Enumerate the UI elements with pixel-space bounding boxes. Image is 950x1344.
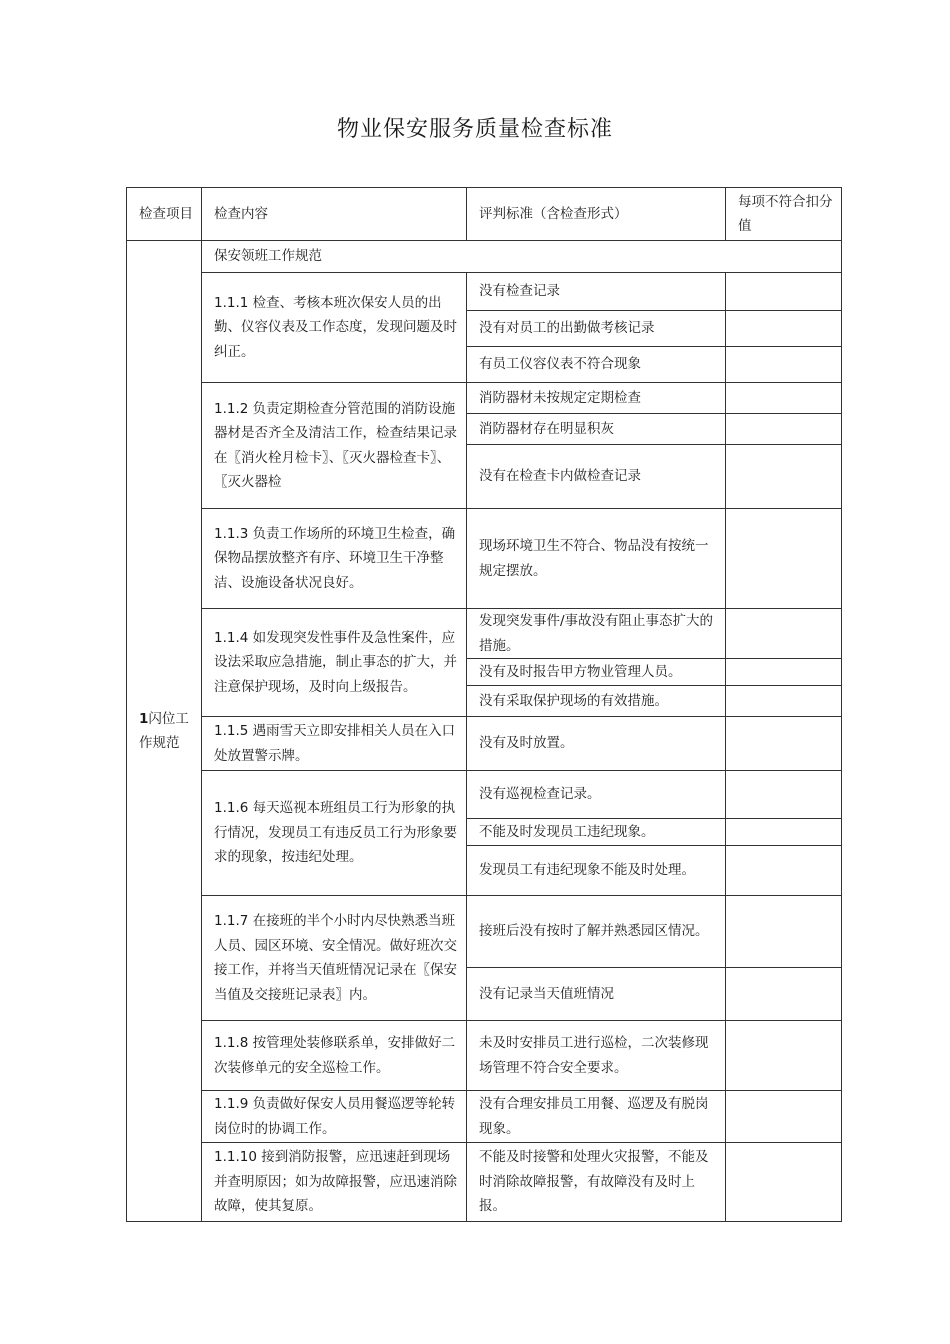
deduction-cell [726, 1143, 842, 1222]
deduction-cell [726, 1021, 842, 1091]
content-cell: 1.1.4 如发现突发性事件及急性案件，应设法采取应急措施，制止事态的扩大，并注意保护现场，及时向上级报告。 [202, 609, 467, 717]
deduction-cell [726, 896, 842, 968]
table-row [127, 273, 842, 311]
table-row [127, 609, 842, 659]
table-row [127, 896, 842, 968]
criteria-cell: 现场环境卫生不符合、物品没有按统一规定摆放。 [467, 509, 726, 609]
criteria-cell: 不能及时发现员工违纪现象。 [467, 819, 726, 846]
deduction-cell [726, 846, 842, 896]
table-row [127, 241, 842, 273]
deduction-cell [726, 819, 842, 846]
criteria-cell: 消防器材存在明显积灰 [467, 414, 726, 445]
category-label: 闪位工作规范 [139, 710, 189, 751]
deduction-cell [726, 659, 842, 686]
criteria-cell: 没有合理安排员工用餐、巡逻及有脱岗现象。 [467, 1091, 726, 1143]
criteria-cell: 没有记录当天值班情况 [467, 968, 726, 1021]
deduction-cell [726, 1091, 842, 1143]
criteria-cell: 接班后没有按时了解并熟悉园区情况。 [467, 896, 726, 968]
criteria-cell: 没有检查记录 [467, 273, 726, 311]
criteria-cell: 未及时安排员工进行巡检，二次装修现场管理不符合安全要求。 [467, 1021, 726, 1091]
criteria-cell: 没有对员工的出勤做考核记录 [467, 311, 726, 347]
content-cell: 1.1.2 负责定期检查分管范围的消防设施器材是否齐全及清洁工作，检查结果记录在〖消火栓月检卡〗、〖灭火器检查卡〗、〖灭火器检 [202, 383, 467, 509]
criteria-cell: 没有在检查卡内做检查记录 [467, 445, 726, 509]
deduction-cell [726, 347, 842, 383]
criteria-cell: 发现突发事件/事故没有阻止事态扩大的措施。 [467, 609, 726, 659]
deduction-cell [726, 686, 842, 717]
criteria-cell: 消防器材未按规定定期检查 [467, 383, 726, 414]
criteria-cell: 没有巡视检查记录。 [467, 771, 726, 819]
deduction-cell [726, 771, 842, 819]
deduction-cell [726, 445, 842, 509]
deduction-cell [726, 311, 842, 347]
table-header-row [127, 188, 842, 241]
criteria-cell: 发现员工有违纪现象不能及时处理。 [467, 846, 726, 896]
criteria-cell: 没有及时放置。 [467, 717, 726, 771]
content-cell: 1.1.7 在接班的半个小时内尽快熟悉当班人员、园区环境、安全情况。做好班次交接工作，并将当天值班情况记录在〖保安当值及交接班记录表〗内。 [202, 896, 467, 1021]
header-content: 检查内容 [202, 188, 467, 241]
table-row [127, 383, 842, 414]
category-cell [127, 241, 202, 1222]
criteria-cell: 没有及时报告甲方物业管理人员。 [467, 659, 726, 686]
header-criteria: 评判标准（含检查形式） [467, 188, 726, 241]
table-row [127, 509, 842, 609]
deduction-cell [726, 383, 842, 414]
inspection-table [126, 187, 842, 1222]
header-item: 检查项目 [127, 188, 202, 241]
deduction-cell [726, 968, 842, 1021]
table-row [127, 1021, 842, 1091]
criteria-cell: 不能及时接警和处理火灾报警，不能及时消除故障报警，有故障没有及时上报。 [467, 1143, 726, 1222]
section-header: 保安领班工作规范 [202, 241, 842, 273]
content-cell: 1.1.6 每天巡视本班组员工行为形象的执行情况，发现员工有违反员工行为形象要求的现象，按违纪处理。 [202, 771, 467, 896]
criteria-cell: 没有采取保护现场的有效措施。 [467, 686, 726, 717]
deduction-cell [726, 273, 842, 311]
header-deduction: 每项不符合扣分值 [726, 188, 842, 241]
deduction-cell [726, 609, 842, 659]
content-cell: 1.1.9 负责做好保安人员用餐巡逻等轮转岗位时的协调工作。 [202, 1091, 467, 1143]
content-cell: 1.1.1 检查、考核本班次保安人员的出勤、仪容仪表及工作态度，发现问题及时纠正。 [202, 273, 467, 383]
category-number: 1 [139, 710, 149, 727]
criteria-cell: 有员工仪容仪表不符合现象 [467, 347, 726, 383]
content-cell: 1.1.3 负责工作场所的环境卫生检查，确保物品摆放整齐有序、环境卫生干净整洁、设施设备状况良好。 [202, 509, 467, 609]
content-cell: 1.1.5 遇雨雪天立即安排相关人员在入口处放置警示牌。 [202, 717, 467, 771]
content-cell: 1.1.10 接到消防报警，应迅速赶到现场并查明原因；如为故障报警，应迅速消除故障，使其复原。 [202, 1143, 467, 1222]
page-title: 物业保安服务质量检查标准 [336, 117, 613, 142]
deduction-cell [726, 717, 842, 771]
table-row [127, 771, 842, 819]
table-row [127, 717, 842, 771]
deduction-cell [726, 509, 842, 609]
table-row [127, 1091, 842, 1143]
content-cell: 1.1.8 按管理处装修联系单，安排做好二次装修单元的安全巡检工作。 [202, 1021, 467, 1091]
deduction-cell [726, 414, 842, 445]
table-row [127, 1143, 842, 1222]
